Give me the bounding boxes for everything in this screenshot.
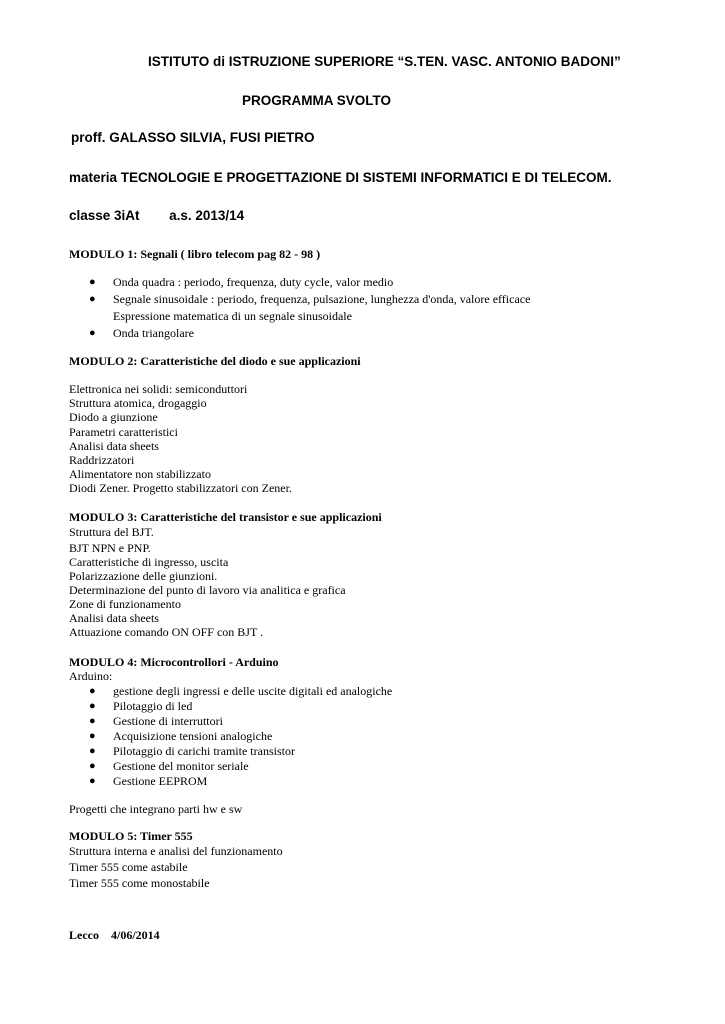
list-item: ● Gestione EEPROM — [89, 774, 208, 788]
module-title: MODULO 4: Microcontrollori - Arduino — [69, 655, 279, 669]
module-2 — [69, 354, 361, 495]
bullet-icon: ● — [89, 276, 96, 288]
list-item: Alimentatore non stabilizzato — [69, 467, 211, 481]
bullet-continuation: Espressione matematica di un segnale sinusoidale — [113, 309, 352, 323]
module-4 — [69, 655, 392, 816]
class-label: classe 3iAt — [69, 208, 140, 223]
list-item: Determinazione del punto di lavoro via analitica e grafica — [69, 583, 346, 597]
bullet-icon: ● — [89, 715, 96, 727]
list-item: Timer 555 come astabile — [69, 860, 188, 874]
teachers-line: proff. GALASSO SILVIA, FUSI PIETRO — [71, 130, 315, 145]
list-item: Struttura atomica, drogaggio — [69, 396, 207, 410]
bullet-icon: ● — [89, 293, 96, 305]
list-item: ● Onda quadra : periodo, frequenza, duty cycle, valor medio — [89, 275, 394, 289]
list-item: ● Segnale sinusoidale : periodo, frequenza, pulsazione, lunghezza d'onda, valore efficace — [89, 292, 531, 306]
list-item: Caratteristiche di ingresso, uscita — [69, 555, 229, 569]
bullet-icon: ● — [89, 685, 96, 697]
list-item: Timer 555 come monostabile — [69, 876, 210, 890]
module-title: MODULO 2: Caratteristiche del diodo e sue applicazioni — [69, 354, 361, 368]
list-item: Diodo a giunzione — [69, 410, 158, 424]
module-1-bullets — [69, 275, 530, 340]
module-1 — [69, 247, 530, 340]
bullet-icon: ● — [89, 775, 96, 787]
subject-line: materia TECNOLOGIE E PROGETTAZIONE DI SISTEMI INFORMATICI E DI TELECOM. — [69, 170, 612, 185]
list-item: Zone di funzionamento — [69, 597, 181, 611]
footer-place-date — [69, 928, 160, 943]
module-3 — [69, 510, 382, 639]
module-title: MODULO 5: Timer 555 — [69, 829, 193, 843]
bullet-icon: ● — [89, 700, 96, 712]
list-item: Raddrizzatori — [69, 453, 135, 467]
list-item: Elettronica nei solidi: semiconduttori — [69, 382, 248, 396]
list-item: Struttura interna e analisi del funzionamento — [69, 844, 283, 858]
list-item: BJT NPN e PNP. — [69, 541, 151, 555]
footer-date: 4/06/2014 — [110, 928, 160, 942]
module-title: MODULO 3: Caratteristiche del transistor e sue applicazioni — [69, 510, 382, 524]
module-note: Progetti che integrano parti hw e sw — [69, 802, 243, 816]
institute-name: ISTITUTO di ISTRUZIONE SUPERIORE “S.TEN. VASC. ANTONIO BADONI” — [148, 54, 621, 69]
bullet-icon: ● — [89, 745, 96, 757]
list-item: Struttura del BJT. — [69, 525, 154, 539]
list-item: Analisi data sheets — [69, 439, 159, 453]
list-item: ● Acquisizione tensioni analogiche — [89, 729, 273, 743]
class-year-line — [69, 208, 244, 223]
module-4-bullets — [69, 684, 392, 788]
list-item: ● Onda triangolare — [89, 326, 194, 340]
list-item: Parametri caratteristici — [69, 425, 178, 439]
list-item: Analisi data sheets — [69, 611, 159, 625]
list-item: ● Gestione del monitor seriale — [89, 759, 249, 773]
module-5 — [69, 829, 283, 890]
list-item: ● Pilotaggio di led — [89, 699, 193, 713]
module-intro: Arduino: — [69, 669, 113, 683]
bullet-icon: ● — [89, 730, 96, 742]
list-item: Diodi Zener. Progetto stabilizzatori con Zener. — [69, 481, 292, 495]
list-item: Attuazione comando ON OFF con BJT . — [69, 625, 264, 639]
list-item: ● Gestione di interruttori — [89, 714, 223, 728]
bullet-icon: ● — [89, 327, 96, 339]
list-item: Polarizzazione delle giunzioni. — [69, 569, 218, 583]
bullet-icon: ● — [89, 760, 96, 772]
module-title: MODULO 1: Segnali ( libro telecom pag 82 - 98 ) — [69, 247, 321, 261]
document-title: PROGRAMMA SVOLTO — [242, 93, 392, 108]
list-item: ● Pilotaggio di carichi tramite transistor — [89, 744, 295, 758]
list-item: ● gestione degli ingressi e delle uscite digitali ed analogiche — [89, 684, 393, 698]
footer-place: Lecco — [69, 928, 99, 942]
school-year-label: a.s. 2013/14 — [169, 208, 245, 223]
